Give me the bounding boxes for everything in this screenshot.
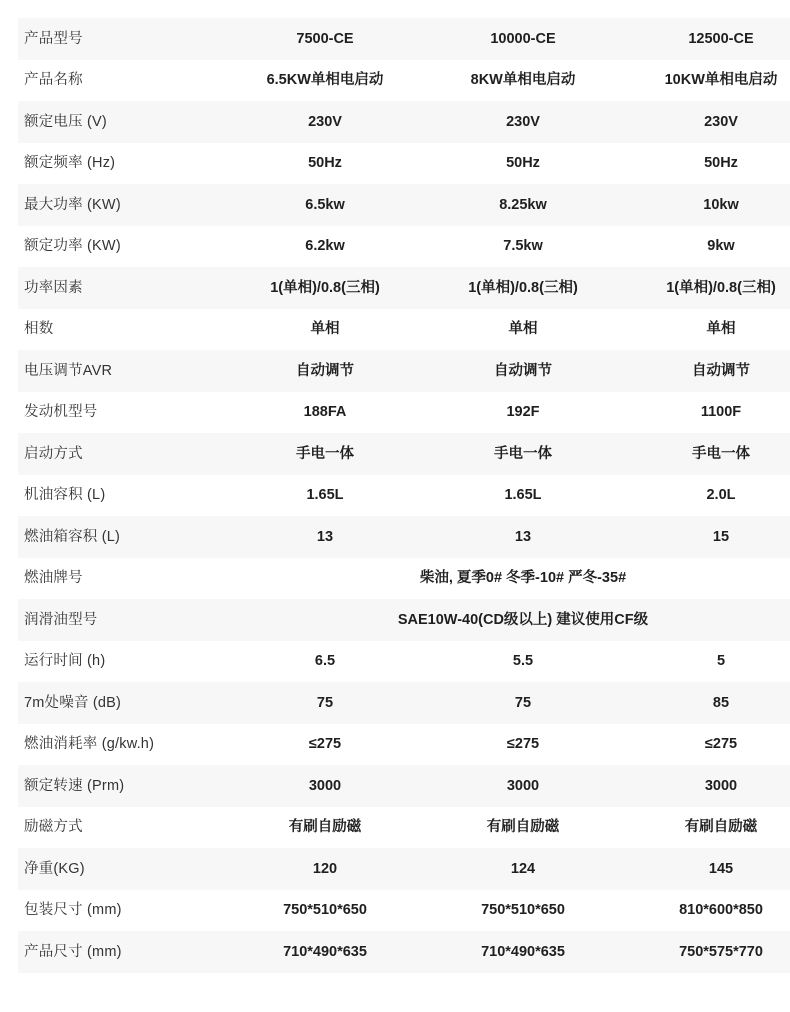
- table-row: [18, 890, 790, 932]
- spec-value-cell: 230V: [424, 101, 622, 143]
- spec-value-cell: 7500-CE: [226, 18, 424, 60]
- spec-value-cell: 9kw: [622, 226, 790, 268]
- spec-value-cell: 有刷自励磁: [622, 807, 790, 849]
- spec-value-cell: 75: [226, 682, 424, 724]
- spec-value-cell: 230V: [226, 101, 424, 143]
- spec-value-cell: 1.65L: [226, 475, 424, 517]
- table-row: [18, 475, 790, 517]
- spec-label-cell: 额定功率 (KW): [18, 226, 226, 268]
- table-row: [18, 682, 790, 724]
- spec-value-cell: 柴油, 夏季0# 冬季-10# 严冬-35#: [226, 558, 790, 600]
- spec-label-cell: 润滑油型号: [18, 599, 226, 641]
- spec-value-cell: 6.5kw: [226, 184, 424, 226]
- spec-value-cell: 手电一体: [226, 433, 424, 475]
- spec-value-cell: 810*600*850: [622, 890, 790, 932]
- spec-value-cell: 13: [226, 516, 424, 558]
- spec-value-cell: 6.2kw: [226, 226, 424, 268]
- spec-value-cell: 13: [424, 516, 622, 558]
- spec-label-cell: 包装尺寸 (mm): [18, 890, 226, 932]
- table-row: [18, 184, 790, 226]
- spec-value-cell: 10kw: [622, 184, 790, 226]
- spec-value-cell: 3000: [424, 765, 622, 807]
- table-row: [18, 60, 790, 102]
- spec-value-cell: 10KW单相电启动: [622, 60, 790, 102]
- table-row: [18, 143, 790, 185]
- spec-value-cell: 710*490*635: [424, 931, 622, 973]
- spec-value-cell: 自动调节: [622, 350, 790, 392]
- spec-value-cell: ≤275: [622, 724, 790, 766]
- spec-label-cell: 额定频率 (Hz): [18, 143, 226, 185]
- spec-value-cell: 145: [622, 848, 790, 890]
- spec-value-cell: 3000: [622, 765, 790, 807]
- spec-value-cell: 手电一体: [424, 433, 622, 475]
- spec-value-cell: 85: [622, 682, 790, 724]
- table-row: [18, 558, 790, 600]
- spec-value-cell: 12500-CE: [622, 18, 790, 60]
- spec-value-cell: 1.65L: [424, 475, 622, 517]
- spec-label-cell: 功率因素: [18, 267, 226, 309]
- spec-value-cell: 自动调节: [424, 350, 622, 392]
- spec-label-cell: 额定电压 (V): [18, 101, 226, 143]
- spec-value-cell: 750*575*770: [622, 931, 790, 973]
- spec-value-cell: 单相: [424, 309, 622, 351]
- spec-value-cell: ≤275: [424, 724, 622, 766]
- table-row: [18, 101, 790, 143]
- spec-label-cell: 启动方式: [18, 433, 226, 475]
- spec-value-cell: 192F: [424, 392, 622, 434]
- spec-label-cell: 净重(KG): [18, 848, 226, 890]
- spec-label-cell: 机油容积 (L): [18, 475, 226, 517]
- spec-value-cell: 5.5: [424, 641, 622, 683]
- spec-value-cell: 5: [622, 641, 790, 683]
- spec-value-cell: 188FA: [226, 392, 424, 434]
- spec-label-cell: 燃油箱容积 (L): [18, 516, 226, 558]
- spec-value-cell: 有刷自励磁: [226, 807, 424, 849]
- specification-table-body: [18, 18, 790, 973]
- spec-value-cell: 230V: [622, 101, 790, 143]
- spec-value-cell: 8KW单相电启动: [424, 60, 622, 102]
- spec-value-cell: 50Hz: [622, 143, 790, 185]
- spec-value-cell: ≤275: [226, 724, 424, 766]
- spec-label-cell: 励磁方式: [18, 807, 226, 849]
- spec-value-cell: 8.25kw: [424, 184, 622, 226]
- spec-value-cell: 750*510*650: [226, 890, 424, 932]
- spec-value-cell: 单相: [622, 309, 790, 351]
- spec-value-cell: 75: [424, 682, 622, 724]
- spec-value-cell: 有刷自励磁: [424, 807, 622, 849]
- spec-label-cell: 产品型号: [18, 18, 226, 60]
- spec-value-cell: 710*490*635: [226, 931, 424, 973]
- table-row: [18, 309, 790, 351]
- spec-value-cell: SAE10W-40(CD级以上) 建议使用CF级: [226, 599, 790, 641]
- spec-value-cell: 2.0L: [622, 475, 790, 517]
- spec-value-cell: 1(单相)/0.8(三相): [226, 267, 424, 309]
- spec-label-cell: 额定转速 (Prm): [18, 765, 226, 807]
- spec-value-cell: 1(单相)/0.8(三相): [424, 267, 622, 309]
- spec-label-cell: 电压调节AVR: [18, 350, 226, 392]
- table-row: [18, 392, 790, 434]
- spec-value-cell: 1(单相)/0.8(三相): [622, 267, 790, 309]
- table-row: [18, 807, 790, 849]
- spec-value-cell: 1100F: [622, 392, 790, 434]
- spec-value-cell: 3000: [226, 765, 424, 807]
- spec-value-cell: 7.5kw: [424, 226, 622, 268]
- table-row: [18, 18, 790, 60]
- table-row: [18, 226, 790, 268]
- spec-value-cell: 自动调节: [226, 350, 424, 392]
- specification-table: [18, 18, 790, 973]
- table-row: [18, 724, 790, 766]
- spec-label-cell: 燃油消耗率 (g/kw.h): [18, 724, 226, 766]
- spec-label-cell: 燃油牌号: [18, 558, 226, 600]
- spec-value-cell: 6.5: [226, 641, 424, 683]
- table-row: [18, 350, 790, 392]
- spec-label-cell: 相数: [18, 309, 226, 351]
- table-row: [18, 641, 790, 683]
- spec-value-cell: 50Hz: [424, 143, 622, 185]
- spec-label-cell: 发动机型号: [18, 392, 226, 434]
- spec-label-cell: 产品名称: [18, 60, 226, 102]
- spec-value-cell: 124: [424, 848, 622, 890]
- spec-value-cell: 120: [226, 848, 424, 890]
- table-row: [18, 931, 790, 973]
- spec-label-cell: 7m处噪音 (dB): [18, 682, 226, 724]
- spec-label-cell: 产品尺寸 (mm): [18, 931, 226, 973]
- table-row: [18, 848, 790, 890]
- table-row: [18, 516, 790, 558]
- table-row: [18, 599, 790, 641]
- table-row: [18, 433, 790, 475]
- table-row: [18, 765, 790, 807]
- spec-label-cell: 运行时间 (h): [18, 641, 226, 683]
- spec-value-cell: 6.5KW单相电启动: [226, 60, 424, 102]
- spec-value-cell: 手电一体: [622, 433, 790, 475]
- spec-value-cell: 单相: [226, 309, 424, 351]
- spec-value-cell: 10000-CE: [424, 18, 622, 60]
- table-row: [18, 267, 790, 309]
- spec-label-cell: 最大功率 (KW): [18, 184, 226, 226]
- spec-value-cell: 50Hz: [226, 143, 424, 185]
- spec-value-cell: 750*510*650: [424, 890, 622, 932]
- spec-value-cell: 15: [622, 516, 790, 558]
